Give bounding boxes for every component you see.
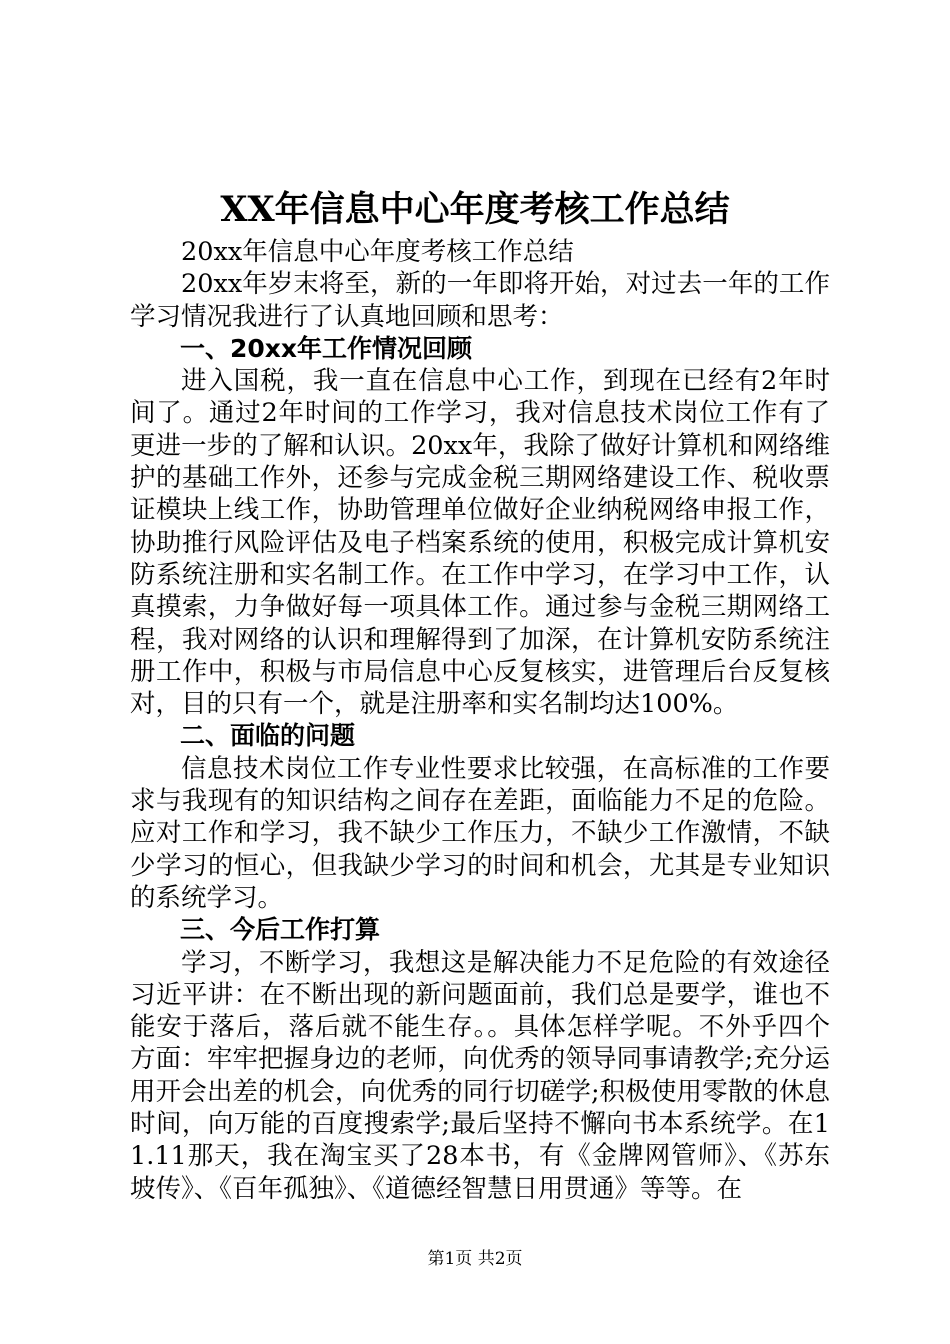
section-2-heading: 二、面临的问题 bbox=[180, 721, 356, 751]
document-body bbox=[130, 236, 830, 1205]
document-title: XX年信息中心年度考核工作总结 bbox=[220, 189, 730, 230]
section-3-paragraph: 学习，不断学习，我想这是解决能力不足危险的有效途径习近平讲：在不断出现的新问题面前，我们总是要学，谁也不能安于落后，落后就不能生存。。具体怎样学呢。不外乎四个方面：牢牢把握身边的老师，向优秀的领导同事请教学;充分运用开会出差的机会，向优秀的同行切磋学;积极使用零散的休息时间，向万能的百度搜索学;最后坚持不懈向书本系统学。在11.11那天，我在淘宝买了28本书，有《金牌网管师》、《苏东坡传》、《百年孤独》、《道德经智慧日用贯通》等等。在 bbox=[130, 947, 830, 1204]
section-1-heading: 一、20xx年工作情况回顾 bbox=[180, 333, 473, 363]
section-2-paragraph: 信息技术岗位工作专业性要求比较强，在高标准的工作要求与我现有的知识结构之间存在差距，面临能力不足的危险。应对工作和学习，我不缺少工作压力，不缺少工作激情，不缺少学习的恒心，但我缺少学习的时间和机会，尤其是专业知识的系统学习。 bbox=[130, 753, 830, 913]
section-3-heading: 三、今后工作打算 bbox=[180, 915, 381, 945]
subtitle-paragraph: 20xx年信息中心年度考核工作总结 bbox=[181, 237, 574, 267]
page-footer: 第1页 共2页 bbox=[427, 1249, 523, 1269]
intro-paragraph: 20xx年岁末将至，新的一年即将开始，对过去一年的工作学习情况我进行了认真地回顾和思考： bbox=[130, 269, 830, 332]
section-1-paragraph: 进入国税，我一直在信息中心工作，到现在已经有2年时间了。通过2年时间的工作学习，我对信息技术岗位工作有了更进一步的了解和认识。20xx年，我除了做好计算机和网络维护的基础工作外，还参与完成金税三期网络建设工作、税收票证模块上线工作，协助管理单位做好企业纳税网络申报工作，协助推行风险评估及电子档案系统的使用，积极完成计算机安防系统注册和实名制工作。在工作中学习，在学习中工作，认真摸索，力争做好每一项具体工作。通过参与金税三期网络工程，我对网络的认识和理解得到了加深，在计算机安防系统注册工作中，积极与市局信息中心反复核实，进管理后台反复核对，目的只有一个，就是注册率和实名制均达100%。 bbox=[130, 366, 830, 720]
